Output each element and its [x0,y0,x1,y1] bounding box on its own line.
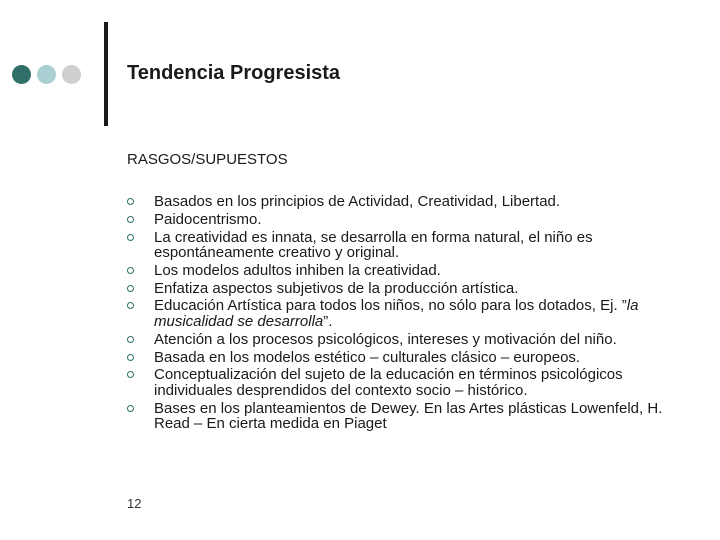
bullet-item [127,298,687,329]
bullet-text: Educación Artística para todos los niños, no sólo para los dotados, Ej. ” [154,297,627,315]
bullet-item [127,230,687,261]
slide-title: Tendencia Progresista [127,62,341,84]
light-blue-dot-icon [37,65,56,84]
decorative-dots [12,65,81,84]
ring-bullet-icon [127,216,134,223]
ring-bullet-icon [127,354,134,361]
bullet-item [127,350,687,366]
bullet-item [127,367,687,398]
bullet-text: Basada en los modelos estético – culturales clásico – europeos. [154,348,581,366]
bullet-text: La creatividad es innata, se desarrolla en forma natural, el niño es espontáneamente creativo y original. [154,228,593,262]
ring-bullet-icon [127,405,134,412]
bullet-list [127,194,687,434]
section-heading: RASGOS/SUPUESTOS [127,151,288,168]
bullet-item [127,401,687,432]
bullet-text-after: ”. [323,312,333,330]
bullet-item [127,194,687,210]
ring-bullet-icon [127,285,134,292]
bullet-text: Basados en los principios de Actividad, Creatividad, Libertad. [154,193,561,210]
gray-dot-icon [62,65,81,84]
ring-bullet-icon [127,302,134,309]
ring-bullet-icon [127,371,134,378]
teal-dot-icon [12,65,31,84]
ring-bullet-icon [127,198,134,205]
bullet-item [127,212,687,228]
bullet-text: Paidocentrismo. [154,210,262,228]
ring-bullet-icon [127,336,134,343]
bullet-text: Los modelos adultos inhiben la creatividad. [154,261,441,279]
title-divider-bar [104,22,108,126]
bullet-text: Enfatiza aspectos subjetivos de la producción artística. [154,279,519,297]
bullet-item [127,263,687,279]
ring-bullet-icon [127,234,134,241]
bullet-item [127,281,687,297]
page-number: 12 [127,496,142,511]
ring-bullet-icon [127,267,134,274]
bullet-text: Conceptualización del sujeto de la educación en términos psicológicos individuales desprendidos del contexto socio – histórico. [154,366,623,399]
bullet-italic-quote: la musicalidad se desarrolla [154,297,639,330]
bullet-text: Atención a los procesos psicológicos, intereses y motivación del niño. [154,330,617,348]
bullet-text: Bases en los planteamientos de Dewey. En las Artes plásticas Lowenfeld, H. Read – En cierta medida en Piaget [154,399,663,433]
bullet-item [127,332,687,348]
